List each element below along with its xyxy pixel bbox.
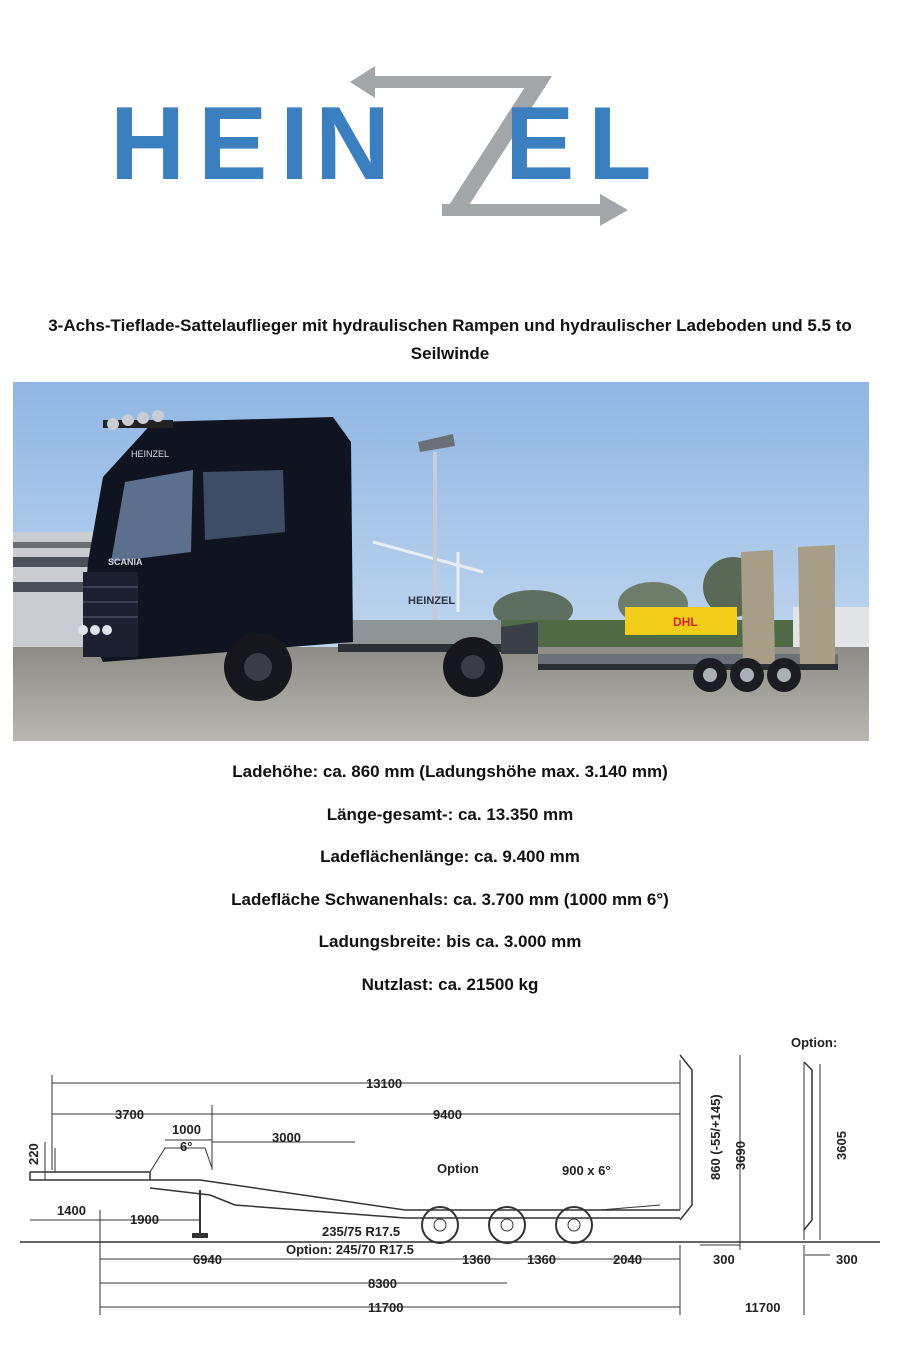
dim-ramp-angle: 900 x 6°	[562, 1163, 611, 1178]
dim-axle-1: 1360	[462, 1252, 491, 1267]
dim-option: Option	[437, 1161, 479, 1176]
scania-text: SCANIA	[108, 557, 143, 567]
dim-height-front: 220	[26, 1143, 41, 1165]
side-height: 3605	[834, 1131, 849, 1160]
dim-rear-300: 300	[713, 1252, 735, 1267]
dim-8300: 8300	[368, 1276, 397, 1291]
heinzel-logo: H E I N E L	[100, 60, 740, 240]
page-title	[0, 312, 900, 368]
dim-kingpin: 1400	[57, 1203, 86, 1218]
dim-tyre-option: Option: 245/70 R17.5	[286, 1242, 414, 1257]
dim-lift-range: 860 (-55/+145)	[708, 1094, 723, 1180]
dim-support: 1900	[130, 1212, 159, 1227]
title-line-2: Seilwinde	[410, 344, 490, 363]
dim-step-angle: 6°	[180, 1139, 193, 1154]
title-line-1: 3-Achs-Tieflade-Sattelauflieger mit hydraulischen Rampen und hydraulischer Ladeboden und 5.5 to	[48, 316, 852, 335]
cab-heinzel-text: HEINZEL	[131, 449, 170, 459]
dim-6940: 6940	[193, 1252, 222, 1267]
side-300: 300	[836, 1252, 858, 1267]
spec-width: Ladungsbreite: bis ca. 3.000 mm	[318, 932, 582, 951]
svg-text:DHL: DHL	[673, 615, 698, 629]
spec-loading-height: Ladehöhe: ca. 860 mm (Ladungshöhe max. 3.140 mm)	[232, 762, 668, 781]
dim-slope: 3000	[272, 1130, 301, 1145]
dim-11700: 11700	[368, 1300, 404, 1315]
truck-photo	[13, 382, 869, 741]
dim-tyre: 235/75 R17.5	[322, 1224, 401, 1239]
spec-gooseneck: Ladefläche Schwanenhals: ca. 3.700 mm (1000 mm 6°)	[231, 889, 669, 909]
logo-text-accessible	[100, 60, 104, 61]
dim-total-top: 13100	[366, 1076, 403, 1091]
spec-list	[0, 758, 900, 1013]
dim-ramp-height: 3690	[733, 1141, 748, 1170]
dim-gooseneck: 3700	[115, 1107, 144, 1122]
dim-step: 1000	[172, 1122, 201, 1137]
technical-drawing	[0, 1030, 900, 1330]
dim-rear-overhang: 2040	[613, 1252, 642, 1267]
side-option: Option:	[791, 1035, 838, 1050]
dim-deck: 9400	[433, 1107, 462, 1122]
spec-payload: Nutzlast: ca. 21500 kg	[361, 974, 539, 994]
spec-deck-length: Ladeflächenlänge: ca. 9.400 mm	[320, 847, 580, 866]
trailer-heinzel-text: HEINZEL	[408, 595, 456, 607]
spec-total-length: Länge-gesamt-: ca. 13.350 mm	[326, 804, 574, 824]
dim-axle-2: 1360	[527, 1252, 556, 1267]
side-11700: 11700	[745, 1300, 781, 1315]
